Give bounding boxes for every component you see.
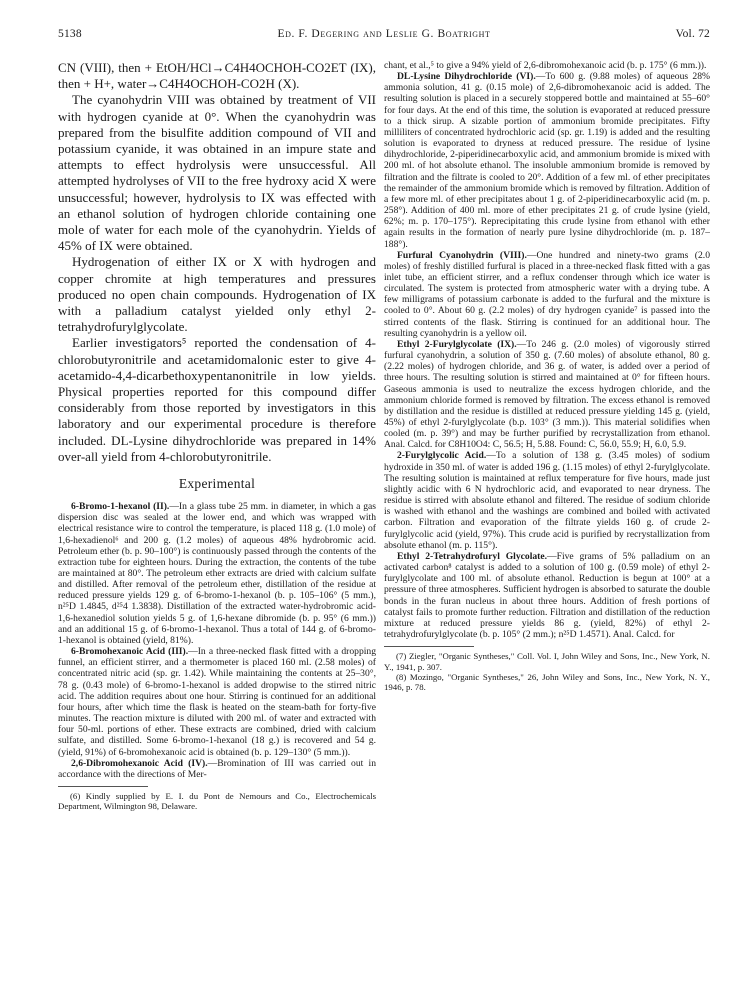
right-column [384,60,710,990]
paragraph-body: —In a glass tube 25 mm. in diameter, in which a gas dispersion disc was sealed at the lower end, and which was wrapped with electrical resistance wire to control the temperature, is placed 118 g. (1.0 mole) of 1,6-hexadienol⁶ and 200 g. (1.2 moles) of aqueous 48% hydrobromic acid. Petroleum ether (b. p. 90–100°) is continuously passed through the contents of the extraction tube for eighteen hours. During the extraction, the contents of the tube are maintained at 80°. The petroleum ether extracts are dried with calcium sulfate and distilled. After removal of the petroleum ether, distillation of the residue at reduced pressure yields 129 g. of 6-bromo-1-hexanol (b. p. 105–106° (5 mm.), n²⁵D 1.4845, d²⁵4 1.3838). Distillation of the extracted water-hydrobromic acid-1,6-hexanediol solution yields 5 g. of 1,6-hexane dibromide (b. p. 95° (6 mm.)) and an additional 15 g. of 6-bromo-1-hexanol. Thus a total of 144 g. of 6-bromo-1-hexanol is obtained (yield, 81%). [58,501,376,646]
experimental-paragraph [384,551,710,640]
footnote-rule [58,786,148,787]
paragraph-body: —To 246 g. (2.0 moles) of vigorously stirred furfural cyanohydrin, a solution of 350 g. (7.60 moles) of absolute ethanol, 80 g. (2.22 moles) of hydrogen chloride, and 36 g. of water, is added over a period of three hours. The resulting solution is stirred and maintained at 0° for fifteen hours. Gaseous ammonia is used to neutralize the excess hydrogen chloride, and the ammonium chloride formed is removed by filtration. The excess ethanol is removed by distillation and the residue is distilled at reduced pressure yielding 145 g. (yield, 45%) of ethyl 2-furylglycolate (b.p. 103° (3 mm.)). This material solidifies when cooled (m. p. 39°) and may be further purified by recrystallization from ethanol. Anal. Calcd. for C8H10O4: C, 56.5; H, 5.88. Found: C, 56.0, 55.9; H, 6.0, 5.9. [384,338,710,451]
experimental-paragraph [58,646,376,758]
experimental-paragraph [58,758,376,780]
paragraph: Earlier investigators⁵ reported the condensation of 4-chlorobutyronitrile and acetamidomalonic ester to give 4-acetamido-4,4-dicarbethoxypentanonitrile in low yields. Physical properties reported for this compound differ considerably from those reported by investigators in this laboratory and our experimental procedure is therefore included. DL-Lysine dihydrochloride was prepared in 14% over-all yield from 4-chlorobutyronitrile. [58,335,376,464]
page-number: 5138 [58,28,82,40]
compound-heading: DL-Lysine Dihydrochloride (VI). [397,71,536,83]
footnote: (8) Mozingo, "Organic Syntheses," 26, John Wiley and Sons, Inc., New York, N. Y., 1946, p. 78. [384,671,710,693]
paragraph: CN (VIII), then + EtOH/HCl→C4H4OCHOH-CO2ET (IX), then + H+, water→C4H4OCHOH-CO2H (X). [58,60,376,92]
experimental-paragraph [384,250,710,339]
paragraph-body: —To 600 g. (9.88 moles) of aqueous 28% ammonia solution, 41 g. (0.15 mole) of 2,6-dibromohexanoic acid is added. The resulting solution is placed in a securely stoppered bottle and maintained at 55–60° for four days. At the end of this time, the solution is evaporated at reduced pressure to a thick sirup. A sizable portion of ammonium bromide precipitates. Fifty milliliters of concentrated hydrochloric acid (sp. gr. 1.19) is added and the resulting solution is evaporated to dryness at reduced pressure. The residue of lysine dihydrochloride, 2-piperidinecarboxylic acid, and ammonium bromide is mixed with 200 ml. of hot absolute ethanol. The insoluble ammonium bromide is removed by filtration and the filtrate is cooled to 20°. Addition of a few ml. of ether precipitates the remainder of the ammonium bromide which is removed by filtration. Addition of a few more ml. of ether precipitates about 1 g. of 2-piperidinecarboxylic acid (m. p. 258°). Addition of 400 ml. more of ether precipitates 21 g. of crude lysine (yield, 62%; m. p. 170–175°). Reprecipitating this crude lysine from ethanol with ether again results in the formation of nearly pure lysine dihydrochloride (m. p. 187–188°). [384,71,710,250]
compound-heading: Ethyl 2-Tetrahydrofuryl Glycolate. [397,550,548,562]
compound-heading: 2-Furylglycolic Acid. [397,450,487,462]
left-column [58,60,376,990]
section-heading: Experimental [178,476,256,492]
experimental-paragraph [384,71,710,250]
running-header [58,28,710,44]
experimental-paragraph [384,339,710,451]
paragraph-body: —To a solution of 138 g. (3.45 moles) of sodium hydroxide in 350 ml. of water is added 196 g. (1.15 moles) of ethyl 2-furylglycolate. The resulting solution is maintained at reflux temperature for five hours, made just slightly acidic with 6 N hydrochloric acid, and evaporated to near dryness. The residue is stirred with absolute ethanol and filtered. The residue of sodium chloride is washed with ethanol and the washings are combined and boiled with activated carbon. Filtration and evaporation of the filtrate yields 160 g. of crude 2-furylglycolic acid (yield, 97%). This crude acid is purified by recrystallization from absolute ethanol (m. p. 115°). [384,450,710,551]
experimental-paragraph [58,501,376,646]
paragraph-continuation: chant, et al.,⁵ to give a 94% yield of 2,6-dibromohexanoic acid (b. p. 175° (6 mm.)). [384,60,707,71]
footnote: (6) Kindly supplied by E. I. du Pont de Nemours and Co., Electrochemicals Department, Wilmington 98, Delaware. [58,790,376,812]
paragraph-body: —In a three-necked flask fitted with a dropping funnel, an efficient stirrer, and a thermometer is placed 160 ml. (2.58 moles) of concentrated nitric acid (sp. gr. 1.42). While maintaining the contents at 25–30°, 78 g. (0.43 mole) of 6-bromo-1-hexanol is added dropwise to the stirred nitric acid. The addition requires about one hour. Stirring is continued for an additional four hours, after which time the flask is heated on the steam-bath for forty-five minutes. The reaction mixture is diluted with 200 ml. of water and extracted with four 50-ml. portions of ether. These extracts are combined, dried with calcium sulfate, and distilled. Some 6-bromo-1-hexanol (18 g.) is recovered and 54 g. (yield, 91%) of 6-bromohexanoic acid is obtained (b. p. 129–130° (5 mm.)). [58,646,376,758]
running-authors: Ed. F. Degering and Leslie G. Boatright [277,28,491,40]
compound-heading: 6-Bromohexanoic Acid (III). [71,646,189,658]
footnote-rule [384,646,474,647]
compound-heading: Ethyl 2-Furylglycolate (IX). [397,338,517,350]
paragraph-body: —Bromination of III was carried out in accordance with the directions of Mer- [58,757,376,780]
compound-heading: 2,6-Dibromohexanoic Acid (IV). [71,757,208,769]
compound-heading: 6-Bromo-1-hexanol (II). [71,501,170,513]
volume-label: Vol. 72 [675,28,710,40]
paragraph: Hydrogenation of either IX or X with hydrogen and copper chromite at high temperatures and pressures produced no open chain compounds. Hydrogenation of IX with a palladium catalyst yielded only ethyl 2-tetrahydrofurylglycolate. [58,254,376,335]
paragraph-body: —Five grams of 5% palladium on an activated carbon⁸ catalyst is added to a solution of 100 g. (0.59 mole) of ethyl 2-furylglycolate and 100 ml. of absolute ethanol. Reduction is begun at 100° at a pressure of three atmospheres. Sufficient hydrogen is absorbed to saturate the double bonds in the furan nucleus in about three hours. Addition of fresh portions of catalyst fails to promote further reduction. Filtration and distillation of the reduction mixture at reduced pressure yields 86 g. (yield, 82%) of ethyl 2-tetrahydrofurylglycolate (b. p. 105° (2 mm.); n²⁵D 1.4571). Anal. Calcd. for [384,550,710,640]
footnote: (7) Ziegler, "Organic Syntheses," Coll. Vol. I, John Wiley and Sons, Inc., New York, N. Y., 1941, p. 307. [384,651,710,672]
paragraph-body: —One hundred and ninety-two grams (2.0 moles) of freshly distilled furfural is placed in a three-necked flask fitted with a gas inlet tube, an efficient stirrer, and a reflux condenser through which ice water is circulated. The system is protected from atmospheric water with a drying tube. A few milligrams of potassium carbonate is added to the furfural and the mixture is cooled to 0°. About 60 g. (2.2 moles) of dry hydrogen cyanide⁷ is passed into the stirred contents of the flask. Stirring is continued for an additional hour. The resulting cyanohydrin is a yellow oil. [384,249,710,339]
compound-heading: Furfural Cyanohydrin (VIII). [397,249,527,261]
experimental-paragraph [384,450,710,550]
paragraph: The cyanohydrin VIII was obtained by treatment of VII with hydrogen cyanide at 0°. When the cyanohydrin was prepared from the bisulfite addition compound of VII and potassium cyanide, it was obtained in an impure state and attempts to effect hydrolysis were unsuccessful. All attempted hydrolyses of VII to the free hydroxy acid X were unsuccessful; however, hydrolysis to IX was effected with an ethanol solution of hydrogen chloride containing one mole of water for each mole of the cyanohydrin. Yields of 45% of IX were obtained. [58,92,376,254]
